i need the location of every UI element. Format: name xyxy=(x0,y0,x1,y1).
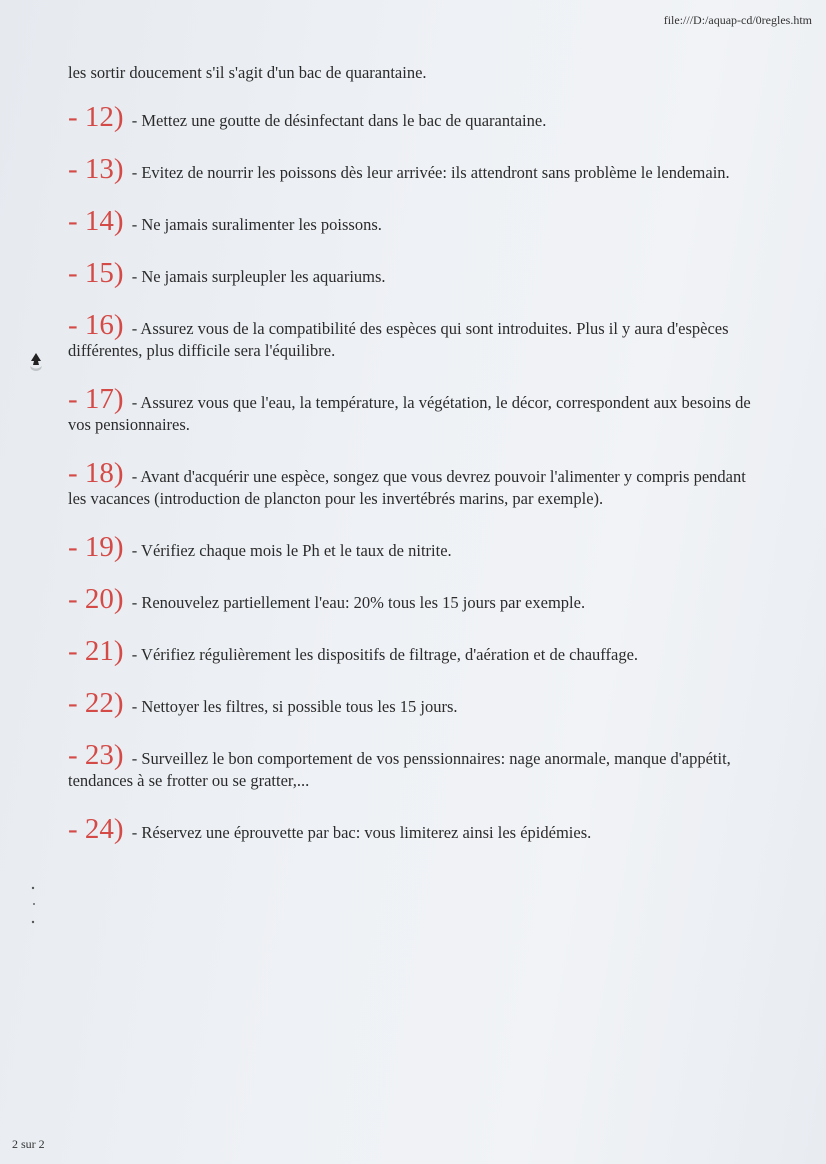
rule-item xyxy=(68,384,758,436)
paper-specks xyxy=(28,884,40,928)
rule-number: - 18) xyxy=(68,457,124,489)
rule-text: - Réservez une éprouvette par bac: vous limiterez ainsi les épidémies. xyxy=(131,823,592,842)
rule-item xyxy=(68,154,758,184)
rule-item xyxy=(68,688,758,718)
punch-hole-mark xyxy=(28,352,44,372)
rule-text: - Nettoyer les filtres, si possible tous les 15 jours. xyxy=(131,697,458,716)
rule-number: - 16) xyxy=(68,309,124,341)
continuation-text: les sortir doucement s'il s'agit d'un bac de quarantaine. xyxy=(68,63,427,82)
rule-item xyxy=(68,102,758,132)
rule-number: - 13) xyxy=(68,153,124,185)
rule-text: - Evitez de nourrir les poissons dès leur arrivée: ils attendront sans problème le lendemain. xyxy=(131,163,730,182)
rule-number: - 19) xyxy=(68,531,124,563)
rule-text: - Ne jamais suralimenter les poissons. xyxy=(131,215,382,234)
rule-item xyxy=(68,458,758,510)
rule-item xyxy=(68,310,758,362)
rule-text: - Vérifiez régulièrement les dispositifs de filtrage, d'aération et de chauffage. xyxy=(131,645,639,664)
rule-item xyxy=(68,532,758,562)
page-url: file:///D:/aquap-cd/0regles.htm xyxy=(663,13,812,27)
rule-item xyxy=(68,258,758,288)
rule-item xyxy=(68,814,758,844)
rule-item xyxy=(68,584,758,614)
rule-number: - 14) xyxy=(68,205,124,237)
rule-number: - 23) xyxy=(68,739,124,771)
rule-text: - Surveillez le bon comportement de vos penssionnaires: nage anormale, manque d'appétit, tendances à se frotter ou se gratter,... xyxy=(68,749,731,790)
rule-number: - 17) xyxy=(68,383,124,415)
rule-number: - 21) xyxy=(68,635,124,667)
rule-number: - 20) xyxy=(68,583,124,615)
rule-number: - 12) xyxy=(68,101,124,133)
rule-text: - Ne jamais surpleupler les aquariums. xyxy=(131,267,386,286)
rule-text: - Renouvelez partiellement l'eau: 20% tous les 15 jours par exemple. xyxy=(131,593,586,612)
rule-text: - Assurez vous que l'eau, la température, la végétation, le décor, correspondent aux besoins de vos pensionnaires. xyxy=(68,393,751,434)
rule-text: - Vérifiez chaque mois le Ph et le taux de nitrite. xyxy=(131,541,452,560)
rule-item xyxy=(68,740,758,792)
rule-number: - 15) xyxy=(68,257,124,289)
rule-text: - Mettez une goutte de désinfectant dans le bac de quarantaine. xyxy=(131,111,547,130)
rule-number: - 22) xyxy=(68,687,124,719)
rule-text: - Assurez vous de la compatibilité des espèces qui sont introduites. Plus il y aura d'espèces différentes, plus difficile sera l'équilibre. xyxy=(68,319,729,360)
rule-item xyxy=(68,206,758,236)
rules-content xyxy=(68,62,758,866)
page-number: 2 sur 2 xyxy=(12,1137,45,1151)
rule-number: - 24) xyxy=(68,813,124,845)
rule-text: - Avant d'acquérir une espèce, songez que vous devrez pouvoir l'alimenter y compris pendant les vacances (introduction de plancton pour les invertébrés marins, par exemple). xyxy=(68,467,746,508)
rule-item xyxy=(68,636,758,666)
